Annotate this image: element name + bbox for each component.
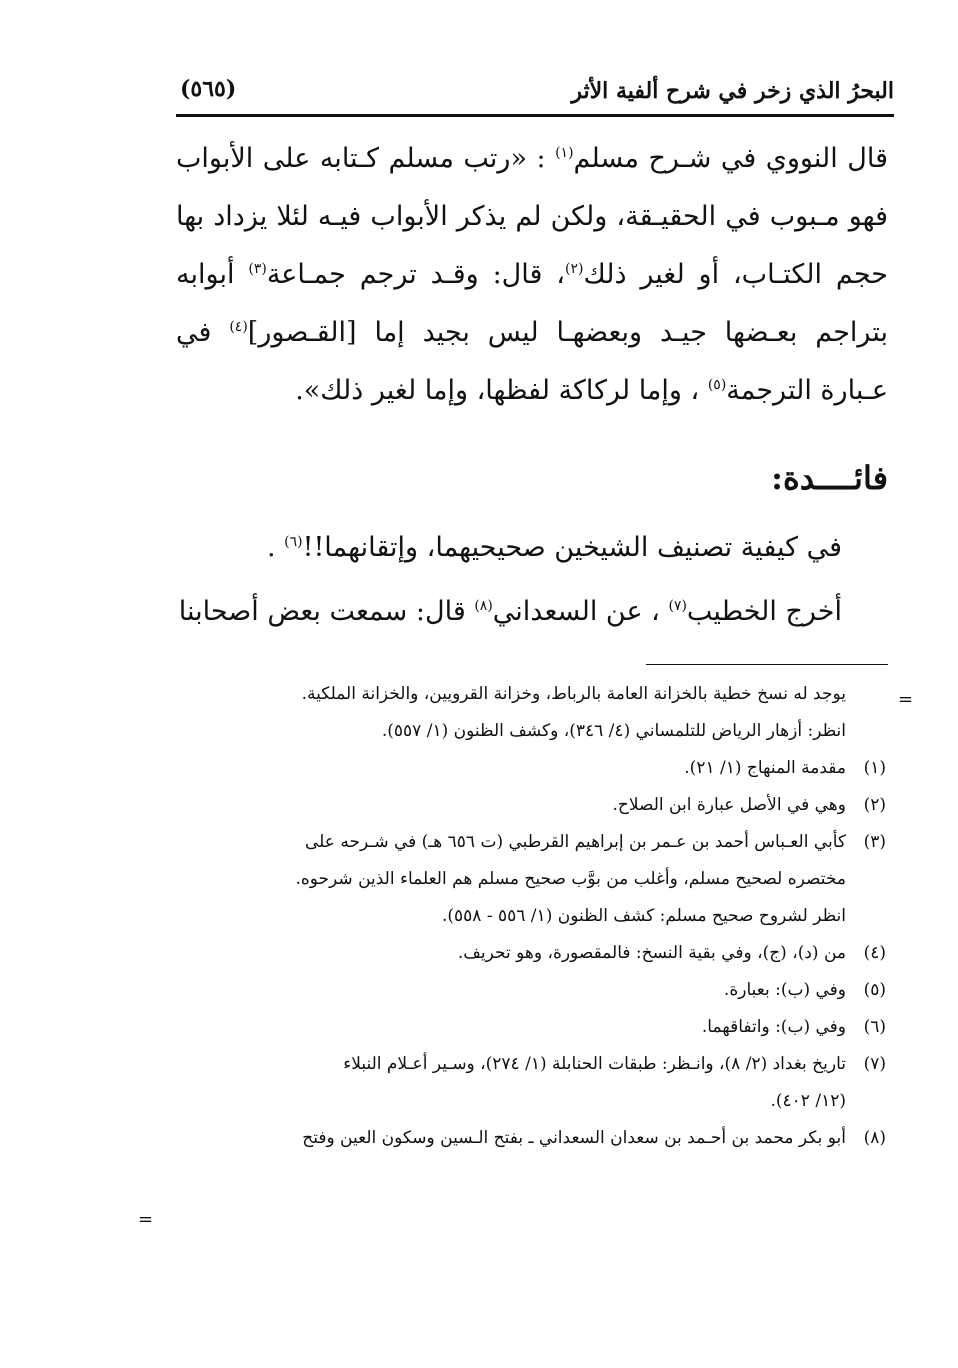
footnote-text: كأبي العـباس أحمد بن عـمر بن إبراهيم القرطبي (ت ٦٥٦ هـ) في شـرحه على — [304, 832, 846, 852]
footnote-number: (٨) — [863, 1128, 886, 1148]
footnote-number: (٤) — [863, 943, 886, 963]
footnote-item — [176, 1120, 886, 1157]
footnote-text: (١٢/ ٤٠٢). — [770, 1091, 846, 1111]
paragraph-khatib: أخرج الخطيب$^{(٧)}$ ، عن السعداني$^{(٨)}$ قال: سمعت بعض أصحابنا — [178, 596, 842, 627]
continuation-mark-bottom: = — [138, 1209, 154, 1230]
paragraph-benefit: في كيفية تصنيف الشيخين صحيحيهما، وإتقانهما!!$^{(٦)}$ . — [266, 532, 842, 563]
footnote-ref: (٢) — [565, 261, 584, 277]
header-divider — [176, 114, 894, 117]
footnote-ref: (٤) — [229, 319, 248, 335]
footnote-number: (٦) — [863, 1017, 886, 1037]
footnote-number: (٧) — [863, 1054, 886, 1074]
footnote-text: من (د)، (ج)، وفي بقية النسخ: فالمقصورة، وهو تحريف. — [457, 943, 846, 963]
footnote-item — [176, 787, 886, 824]
footnote-item — [176, 750, 886, 787]
footnote-ref: (٥) — [707, 377, 727, 393]
footnote-ref: (٧) — [668, 598, 687, 614]
footnote-text: وفي (ب): بعبارة. — [723, 980, 846, 1000]
footnote-carryover-line: يوجد له نسخ خطية بالخزانة العامة بالرباط، وخزانة القرويين، والخزانة الملكية. — [301, 684, 846, 704]
footnote-number: (٢) — [863, 795, 886, 815]
paragraph-nawawi-quote: قال النووي في شـرح مسلم$^{(١)}$ : «رتب مسلم كـتابه على الأبواب فهو مـبوب في الحقيـقة، ولكن لم يذكر الأبواب فيـه لئلا يزداد بها حجم الكتـاب، أو لغير ذلك$^{(٢)}$، قال: وقـد ترجم جمـاعة$^{(٣)}$ أبوابه بتراجم بعـضها جيـد وبعضهـا ليس بجيد إما [القـصور]$^{(٤)}$ في عـبارة الترجمة$^{(٥)}$ ، وإما لركاكة لفظها، وإما لغير ذلك». — [176, 143, 888, 406]
main-text — [176, 130, 888, 420]
footnote-item — [176, 935, 886, 972]
section-heading: فائــــدة: — [771, 459, 888, 497]
footnotes — [176, 676, 886, 1157]
footnote-text: تاريخ بغداد (٢/ ٨)، وانـظر: طبقات الحنابلة (١/ ٢٧٤)، وسـير أعـلام النبلاء — [343, 1054, 846, 1074]
footnote-item — [176, 972, 886, 1009]
running-header — [176, 72, 894, 114]
continuation-mark-top: = — [898, 689, 914, 710]
footnote-text: مقدمة المنهاج (١/ ٢١). — [684, 758, 846, 778]
footnote-text: مختصره لصحيح مسلم، وأغلب من بوَّب صحيح مسلم هم العلماء الذين شرحوه. — [295, 869, 846, 889]
footnote-carryover-line: انظر: أزهار الرياض للتلمساني (٤/ ٣٤٦)، وكشف الظنون (١/ ٥٥٧). — [381, 721, 846, 741]
footnote-item — [176, 824, 886, 935]
footnote-number: (١) — [863, 758, 886, 778]
footnote-text: وهي في الأصل عبارة ابن الصلاح. — [612, 795, 846, 815]
main-text-continued — [176, 516, 842, 644]
footnote-ref: (٨) — [474, 598, 493, 614]
footnote-text: أبو بكر محمد بن أحـمد بن سعدان السعداني ـ بفتح الـسين وسكون العين وفتح — [302, 1128, 846, 1148]
footnote-ref: (٦) — [284, 534, 303, 550]
footnote-ref: (٣) — [248, 261, 267, 277]
footnote-item — [176, 1046, 886, 1120]
footnote-text: وفي (ب): واتفاقهما. — [701, 1017, 846, 1037]
footnote-number: (٣) — [863, 832, 886, 852]
footnote-ref: (١) — [555, 145, 574, 161]
page-number: (٥٦٥) — [180, 76, 237, 102]
footnote-item — [176, 1009, 886, 1046]
footnote-text: انظر لشروح صحيح مسلم: كشف الظنون (١/ ٥٥٦ - ٥٥٨). — [441, 906, 846, 926]
footnote-number: (٥) — [863, 980, 886, 1000]
book-title: البحرُ الذي زخر في شرح ألفية الأثر — [571, 78, 894, 104]
footnote-separator — [646, 664, 888, 665]
